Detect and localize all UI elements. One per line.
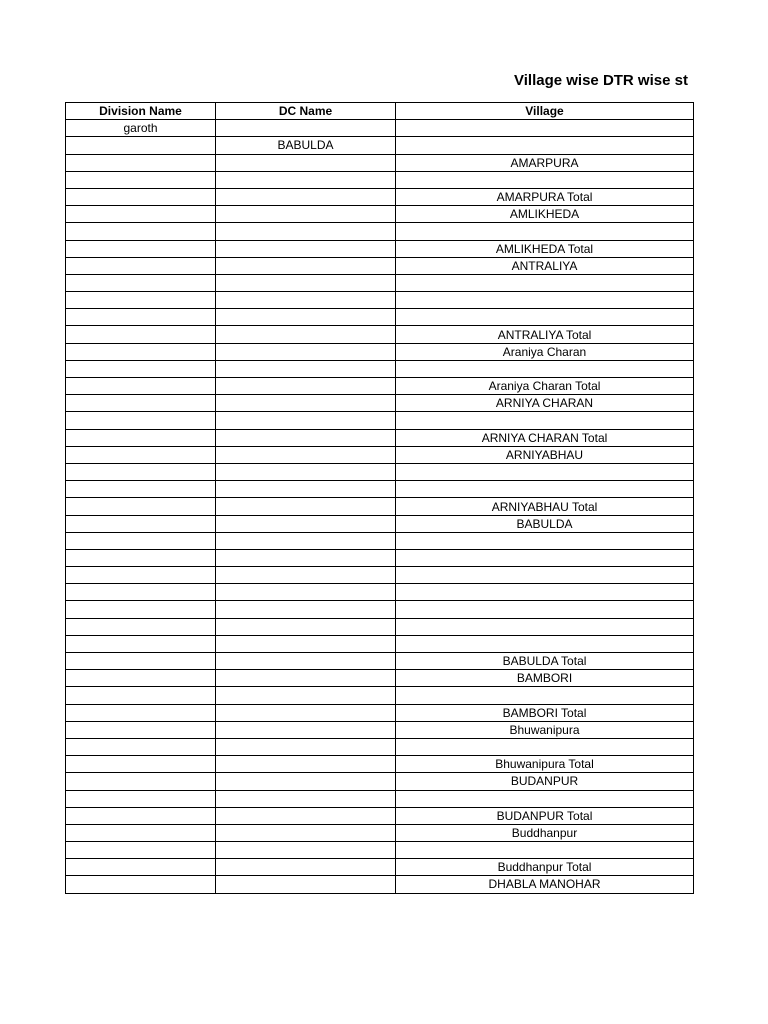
- division-name-cell: [66, 378, 216, 395]
- division-name-cell: [66, 481, 216, 498]
- table-row: [66, 738, 694, 755]
- dc-name-cell: [216, 687, 396, 704]
- village-cell: [396, 120, 694, 137]
- village-cell: [396, 567, 694, 584]
- table-row: [66, 721, 694, 738]
- table-row: [66, 532, 694, 549]
- division-name-cell: [66, 274, 216, 291]
- division-name-cell: [66, 429, 216, 446]
- dc-name-cell: [216, 274, 396, 291]
- village-cell: Buddhanpur Total: [396, 859, 694, 876]
- table-row: [66, 859, 694, 876]
- village-cell: ARNIYABHAU: [396, 446, 694, 463]
- table-row: [66, 326, 694, 343]
- table-row: [66, 395, 694, 412]
- dc-name-cell: [216, 584, 396, 601]
- dc-name-cell: [216, 842, 396, 859]
- table-row: [66, 274, 694, 291]
- village-cell: ARNIYA CHARAN Total: [396, 429, 694, 446]
- division-name-cell: [66, 257, 216, 274]
- village-cell: [396, 137, 694, 154]
- dc-name-cell: [216, 738, 396, 755]
- dc-name-cell: [216, 635, 396, 652]
- division-name-cell: [66, 360, 216, 377]
- dc-name-cell: [216, 326, 396, 343]
- table-row: [66, 120, 694, 137]
- dc-name-cell: [216, 704, 396, 721]
- division-name-cell: [66, 773, 216, 790]
- division-name-cell: [66, 395, 216, 412]
- division-name-cell: [66, 670, 216, 687]
- division-name-cell: [66, 756, 216, 773]
- table-row: [66, 687, 694, 704]
- division-name-cell: [66, 721, 216, 738]
- division-name-cell: [66, 567, 216, 584]
- dc-name-cell: [216, 188, 396, 205]
- village-cell: [396, 842, 694, 859]
- division-name-cell: [66, 549, 216, 566]
- table-row: [66, 137, 694, 154]
- dc-name-cell: [216, 790, 396, 807]
- division-name-cell: [66, 343, 216, 360]
- table-row: [66, 360, 694, 377]
- dc-name-cell: BABULDA: [216, 137, 396, 154]
- division-name-cell: [66, 137, 216, 154]
- dc-name-cell: [216, 824, 396, 841]
- table-row: [66, 154, 694, 171]
- dc-name-cell: [216, 446, 396, 463]
- division-name-cell: [66, 412, 216, 429]
- dc-name-cell: [216, 240, 396, 257]
- division-name-cell: [66, 876, 216, 893]
- table-row: [66, 429, 694, 446]
- dc-name-cell: [216, 653, 396, 670]
- dc-name-cell: [216, 807, 396, 824]
- dc-name-cell: [216, 481, 396, 498]
- table-row: [66, 171, 694, 188]
- dc-name-cell: [216, 292, 396, 309]
- dc-name-cell: [216, 618, 396, 635]
- village-cell: Bhuwanipura: [396, 721, 694, 738]
- table-row: [66, 549, 694, 566]
- division-name-cell: [66, 842, 216, 859]
- division-name-cell: [66, 188, 216, 205]
- table-row: [66, 206, 694, 223]
- village-cell: Bhuwanipura Total: [396, 756, 694, 773]
- division-name-cell: [66, 223, 216, 240]
- table-row: [66, 446, 694, 463]
- dc-name-cell: [216, 601, 396, 618]
- division-name-cell: [66, 653, 216, 670]
- division-name-cell: [66, 618, 216, 635]
- division-name-cell: [66, 859, 216, 876]
- division-name-cell: [66, 515, 216, 532]
- village-cell: [396, 687, 694, 704]
- village-cell: [396, 292, 694, 309]
- table-row: [66, 515, 694, 532]
- table-row: [66, 188, 694, 205]
- village-cell: AMLIKHEDA Total: [396, 240, 694, 257]
- village-cell: [396, 412, 694, 429]
- village-cell: [396, 463, 694, 480]
- division-name-cell: [66, 807, 216, 824]
- table-row: [66, 635, 694, 652]
- village-cell: [396, 549, 694, 566]
- division-name-cell: [66, 292, 216, 309]
- table-row: [66, 567, 694, 584]
- division-name-cell: [66, 206, 216, 223]
- header-row: [66, 103, 694, 120]
- village-cell: [396, 532, 694, 549]
- table-row: [66, 309, 694, 326]
- dc-name-cell: [216, 206, 396, 223]
- dc-name-cell: [216, 498, 396, 515]
- village-cell: [396, 171, 694, 188]
- division-name-cell: garoth: [66, 120, 216, 137]
- table-row: [66, 412, 694, 429]
- village-cell: [396, 481, 694, 498]
- division-name-cell: [66, 687, 216, 704]
- header-village: Village: [396, 103, 694, 120]
- table-row: [66, 257, 694, 274]
- village-cell: [396, 309, 694, 326]
- division-name-cell: [66, 532, 216, 549]
- dc-name-cell: [216, 378, 396, 395]
- division-name-cell: [66, 326, 216, 343]
- village-cell: [396, 584, 694, 601]
- village-cell: BABULDA Total: [396, 653, 694, 670]
- table-body: [66, 120, 694, 893]
- division-name-cell: [66, 584, 216, 601]
- dc-name-cell: [216, 567, 396, 584]
- village-cell: AMARPURA: [396, 154, 694, 171]
- village-cell: [396, 274, 694, 291]
- village-cell: Araniya Charan: [396, 343, 694, 360]
- village-cell: [396, 618, 694, 635]
- table-row: [66, 343, 694, 360]
- table-row: [66, 378, 694, 395]
- division-name-cell: [66, 704, 216, 721]
- table-row: [66, 653, 694, 670]
- table-row: [66, 584, 694, 601]
- village-cell: Araniya Charan Total: [396, 378, 694, 395]
- dc-name-cell: [216, 395, 396, 412]
- dc-name-cell: [216, 670, 396, 687]
- dc-name-cell: [216, 532, 396, 549]
- division-name-cell: [66, 446, 216, 463]
- table-row: [66, 481, 694, 498]
- village-cell: ANTRALIYA Total: [396, 326, 694, 343]
- table-row: [66, 756, 694, 773]
- dc-name-cell: [216, 171, 396, 188]
- dc-name-cell: [216, 463, 396, 480]
- dc-name-cell: [216, 859, 396, 876]
- table-row: [66, 498, 694, 515]
- table-row: [66, 670, 694, 687]
- dc-name-cell: [216, 515, 396, 532]
- village-cell: [396, 223, 694, 240]
- village-cell: DHABLA MANOHAR: [396, 876, 694, 893]
- table-row: [66, 842, 694, 859]
- dc-name-cell: [216, 429, 396, 446]
- village-cell: [396, 790, 694, 807]
- dc-name-cell: [216, 120, 396, 137]
- dc-name-cell: [216, 154, 396, 171]
- dc-name-cell: [216, 309, 396, 326]
- village-cell: ARNIYABHAU Total: [396, 498, 694, 515]
- division-name-cell: [66, 154, 216, 171]
- village-cell: AMARPURA Total: [396, 188, 694, 205]
- dc-name-cell: [216, 360, 396, 377]
- division-name-cell: [66, 498, 216, 515]
- table-row: [66, 223, 694, 240]
- dc-name-cell: [216, 876, 396, 893]
- table-row: [66, 240, 694, 257]
- village-cell: BAMBORI Total: [396, 704, 694, 721]
- table-row: [66, 807, 694, 824]
- division-name-cell: [66, 635, 216, 652]
- table-row: [66, 824, 694, 841]
- division-name-cell: [66, 309, 216, 326]
- table-row: [66, 790, 694, 807]
- table-row: [66, 704, 694, 721]
- village-cell: AMLIKHEDA: [396, 206, 694, 223]
- dc-name-cell: [216, 756, 396, 773]
- village-cell: [396, 601, 694, 618]
- village-cell: Buddhanpur: [396, 824, 694, 841]
- village-dtr-table: [65, 102, 694, 894]
- header-dc-name: DC Name: [216, 103, 396, 120]
- table-row: [66, 292, 694, 309]
- table-row: [66, 601, 694, 618]
- division-name-cell: [66, 171, 216, 188]
- sheet-title: Village wise DTR wise st: [514, 72, 688, 89]
- table-row: [66, 876, 694, 893]
- dc-name-cell: [216, 549, 396, 566]
- village-cell: ANTRALIYA: [396, 257, 694, 274]
- header-division-name: Division Name: [66, 103, 216, 120]
- village-cell: [396, 360, 694, 377]
- village-cell: [396, 738, 694, 755]
- table-row: [66, 463, 694, 480]
- table-row: [66, 773, 694, 790]
- dc-name-cell: [216, 773, 396, 790]
- dc-name-cell: [216, 721, 396, 738]
- village-cell: ARNIYA CHARAN: [396, 395, 694, 412]
- dc-name-cell: [216, 343, 396, 360]
- division-name-cell: [66, 790, 216, 807]
- village-cell: BABULDA: [396, 515, 694, 532]
- dc-name-cell: [216, 412, 396, 429]
- table-row: [66, 618, 694, 635]
- village-cell: BUDANPUR Total: [396, 807, 694, 824]
- division-name-cell: [66, 824, 216, 841]
- village-cell: [396, 635, 694, 652]
- village-cell: BUDANPUR: [396, 773, 694, 790]
- division-name-cell: [66, 463, 216, 480]
- dc-name-cell: [216, 223, 396, 240]
- division-name-cell: [66, 240, 216, 257]
- division-name-cell: [66, 601, 216, 618]
- dc-name-cell: [216, 257, 396, 274]
- division-name-cell: [66, 738, 216, 755]
- village-cell: BAMBORI: [396, 670, 694, 687]
